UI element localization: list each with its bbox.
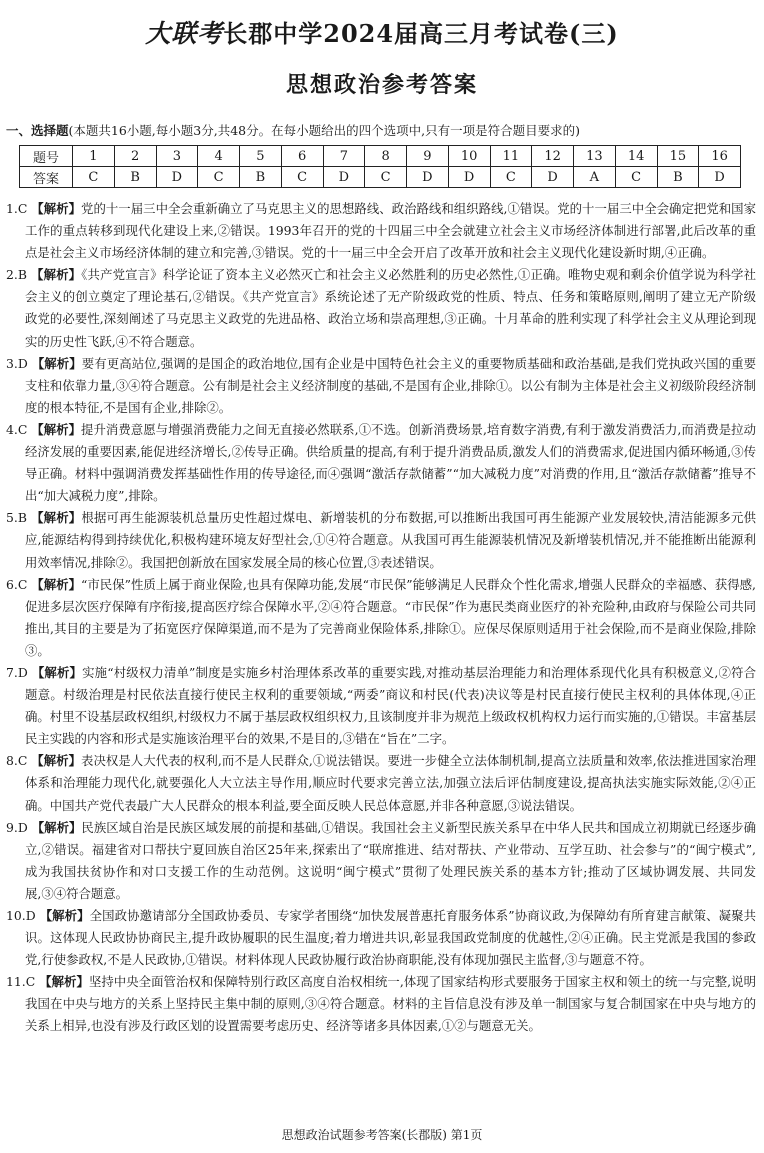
explanation-item [6, 507, 756, 573]
answer-cell: D [448, 167, 490, 188]
item-number: 11.C [6, 974, 36, 990]
analysis-tag: 【解析】 [31, 510, 82, 526]
explanations [6, 198, 756, 1038]
answer-cell: C [490, 167, 532, 188]
question-number: 1 [73, 146, 115, 167]
question-number: 5 [240, 146, 282, 167]
item-text: 《共产党宣言》科学论证了资本主义必然灭亡和社会主义必然胜利的历史必然性,①正确。唯物史观和剩余价值学说为科学社会主义的创立奠定了理论基石,②错误。《共产党宣言》系统论述了无产阶级政党的性质、特点、任务和策略原则,阐明了建立无产阶级政党的必要性,深刻阐述了马克思主义政党的先进品格、政治立场和崇高理想,③正确。十月革命的胜利实现了科学社会主义从理论到现实的历史性飞跃,④不符合题意。 [25, 267, 756, 349]
answer-cell: C [615, 167, 657, 188]
item-number: 1.C [6, 201, 28, 216]
item-number: 3.D [6, 355, 28, 371]
item-text: “市民保”性质上属于商业保险,也具有保障功能,发展“市民保”能够满足人民群众个性化需求,增强人民群众的幸福感、获得感,促进多层次医疗保障有序衔接,提高医疗综合保障水平,②④符合题意。“市民保”作为惠民类商业医疗的补充险种,由政府与保险公司共同推出,其目的主要是为了拓宽医疗保障渠道,而不是为了完善商业保险体系,排除①。应保尽保原则适用于社会保险,而不是商业保险,排除③。 [25, 576, 756, 658]
item-text: 坚持中央全面管治权和保障特别行政区高度自治权相统一,体现了国家结构形式要服务于国家主权和领土的统一与完整,说明我国在中央与地方的关系上坚持民主集中制的原则,③④符合题意。材料的主旨信息没有涉及单一制国家与复合制国家在中央与地方的关系上相异,也没有涉及行政区划的设置需要考虑历史、经济等诸多具体因素,①②与题意无关。 [25, 974, 756, 1034]
answer-cell: B [240, 167, 282, 188]
question-number: 6 [281, 146, 323, 167]
page-footer: 思想政治试题参考答案(长郡版) 第1页 [281, 1128, 483, 1142]
analysis-tag: 【解析】 [31, 421, 82, 437]
answer-cell: D [156, 167, 198, 188]
answer-cell: C [281, 167, 323, 188]
item-text: 实施“村级权力清单”制度是实施乡村治理体系改革的重要实践,对推动基层治理能力和治理体系现代化具有积极意义,②符合题意。村级治理是村民依法直接行使民主权利的重要领域,“两委”商议和村民(代表)决议等是村民直接行使民主权利的具体体现,④正确。村里不设基层政权组织,村级权力不属于基层政权组织权力,且该制度并非为规范上级政权机构权力运行而实施的,①错误。丰富基层民主实践的内容和形式是实施该治理平台的效果,不是目的,③错在“旨在”二字。 [25, 664, 757, 747]
item-text: 民族区域自治是民族区域发展的前提和基础,①错误。我国社会主义新型民族关系早在中华人民共和国成立初期就已经逐步确立,②错误。福建省对口帮扶宁夏回族自治区25年来,探索出了“联席推进、结对帮扶、产业带动、互学互助、社会参与”的“闽宁模式”,成为我国扶贫协作和对口支援工作的生动范例。这说明“闽宁模式”贯彻了处理民族关系的基本方针;推动了区域协调发展、共同发展,③④符合题意。 [25, 819, 756, 901]
question-number: 4 [198, 146, 240, 167]
number-row [20, 146, 741, 167]
answer-cell: D [532, 167, 574, 188]
analysis-tag: 【解析】 [31, 576, 81, 592]
item-text: 表决权是人大代表的权利,而不是人民群众,①说法错误。要进一步健全立法体制机制,提高立法质量和效率,依法推进国家治理体系和治理能力现代化,就要强化人大立法主导作用,顺应时代要求完善立法,加强立法后评估制度建设,提高执法实施实际效能,②④正确。中国共产党代表最广大人民群众的根本利益,要全面反映人民总体意愿,并非各种意愿,③说法错误。 [25, 753, 756, 813]
item-text: 全国政协邀请部分全国政协委员、专家学者围绕“加快发展普惠托育服务体系”协商议政,为保障幼有所育建言献策、凝聚共识。这体现人民政协协商民主,提升政协履职的民生温度;着力增进共识,彰显我国政党制度的优越性,②④正确。民主党派是我国的参政党,行使参政权,不是人民政协,①错误。材料体现人民政协履行政治协商职能,没有体现加强民主监督,③与题意不符。 [25, 908, 756, 968]
question-number: 16 [699, 146, 741, 167]
section-label: 一、选择题 [6, 123, 69, 138]
item-number: 7.D [6, 664, 28, 680]
answer-cell: C [73, 167, 115, 188]
analysis-tag: 【解析】 [31, 267, 82, 283]
item-text: 根据可再生能源装机总量历史性超过煤电、新增装机的分布数据,可以推断出我国可再生能源产业发展较快,清洁能源多元供应,能源结构得到持续优化,积极构建环境友好型社会,①④符合题意。从我国可再生能源装机情况及新增装机情况,并不能推断出能源利用效率情况,排除②。我国把创新放在国家发展全局的核心位置,③表述错误。 [25, 510, 756, 570]
brand-logo: 大联考 [145, 19, 224, 48]
answer-cell: C [198, 167, 240, 188]
explanation-item [6, 574, 756, 662]
item-number: 5.B [6, 510, 27, 526]
analysis-tag: 【解析】 [39, 908, 90, 923]
item-number: 9.D [6, 819, 28, 835]
item-number: 4.C [6, 421, 28, 437]
item-number: 10.D [6, 908, 36, 923]
question-number: 7 [323, 146, 365, 167]
item-number: 2.B [6, 267, 27, 283]
explanation-item [6, 750, 756, 816]
question-number: 2 [114, 146, 156, 167]
answer-cell: B [114, 167, 156, 188]
item-text: 党的十一届三中全会重新确立了马克思主义的思想路线、政治路线和组织路线,①错误。党的十一届三中全会确定把党和国家工作的重点转移到现代化建设上来,②错误。1993年召开的党的十四届三中全会就建立社会主义市场经济体制进行部署,此后改革的重点是社会主义市场经济体制的建立和完善,③错误。党的十一届三中全会开启了改革开放和社会主义现代化建设新时期,④正确。 [25, 201, 756, 261]
question-number: 15 [657, 146, 699, 167]
explanation-item [6, 971, 756, 1037]
exam-title: 长郡中学2024届高三月考试卷(三) [223, 19, 619, 48]
answer-cell: B [657, 167, 699, 188]
analysis-tag: 【解析】 [31, 201, 82, 216]
question-number: 14 [615, 146, 657, 167]
exam-header [0, 14, 764, 50]
analysis-tag: 【解析】 [39, 974, 89, 990]
question-number: 9 [407, 146, 449, 167]
item-text: 要有更高站位,强调的是国企的政治地位,国有企业是中国特色社会主义的重要物质基础和政治基础,是我们党执政兴国的重要支柱和依靠力量,③④符合题意。公有制是社会主义经济制度的基础,不是国有企业,排除①。以公有制为主体是社会主义初级阶段经济制度的根本特征,不是国有企业,排除②。 [25, 355, 756, 415]
analysis-tag: 【解析】 [31, 753, 82, 769]
answer-table [19, 145, 741, 188]
item-number: 6.C [6, 576, 28, 592]
question-number: 8 [365, 146, 407, 167]
question-number: 10 [448, 146, 490, 167]
explanation-item [6, 905, 756, 971]
section-note: (本题共16小题,每小题3分,共48分。在每小题给出的四个选项中,只有一项是符合题目要求的) [68, 123, 580, 138]
analysis-tag: 【解析】 [31, 355, 82, 371]
analysis-tag: 【解析】 [31, 664, 83, 680]
answer-row [20, 167, 741, 188]
explanation-item [6, 662, 756, 750]
explanation-item [6, 353, 756, 419]
question-number: 13 [574, 146, 616, 167]
answer-cell: A [574, 167, 616, 188]
section-heading [6, 121, 754, 139]
explanation-item [6, 817, 756, 905]
answer-cell: C [365, 167, 407, 188]
answer-cell: D [699, 167, 741, 188]
document-title: 思想政治参考答案 [285, 73, 478, 98]
item-number: 8.C [6, 753, 28, 769]
explanation-item [6, 419, 756, 507]
answer-cell: D [407, 167, 449, 188]
explanation-item [6, 264, 756, 352]
question-number: 11 [490, 146, 532, 167]
analysis-tag: 【解析】 [31, 819, 82, 835]
question-number: 12 [532, 146, 574, 167]
number-row-label: 题号 [20, 146, 73, 167]
answer-row-label: 答案 [20, 167, 73, 188]
answer-cell: D [323, 167, 365, 188]
item-text: 提升消费意愿与增强消费能力之间无直接必然联系,①不选。创新消费场景,培育数字消费,有利于激发消费活力,而消费是拉动经济发展的重要因素,能促进经济增长,②传导正确。供给质量的提高,有利于提升消费品质,激发人们的消费需求,促进国内循环畅通,③传导正确。材料中强调消费发挥基础性作用的传导途径,而④强调“激活存款储蓄”“加大减税力度”对消费的作用,且“激活存款储蓄”推导不出“加大减税力度”,排除。 [25, 421, 756, 504]
question-number: 3 [156, 146, 198, 167]
explanation-item [6, 198, 756, 264]
